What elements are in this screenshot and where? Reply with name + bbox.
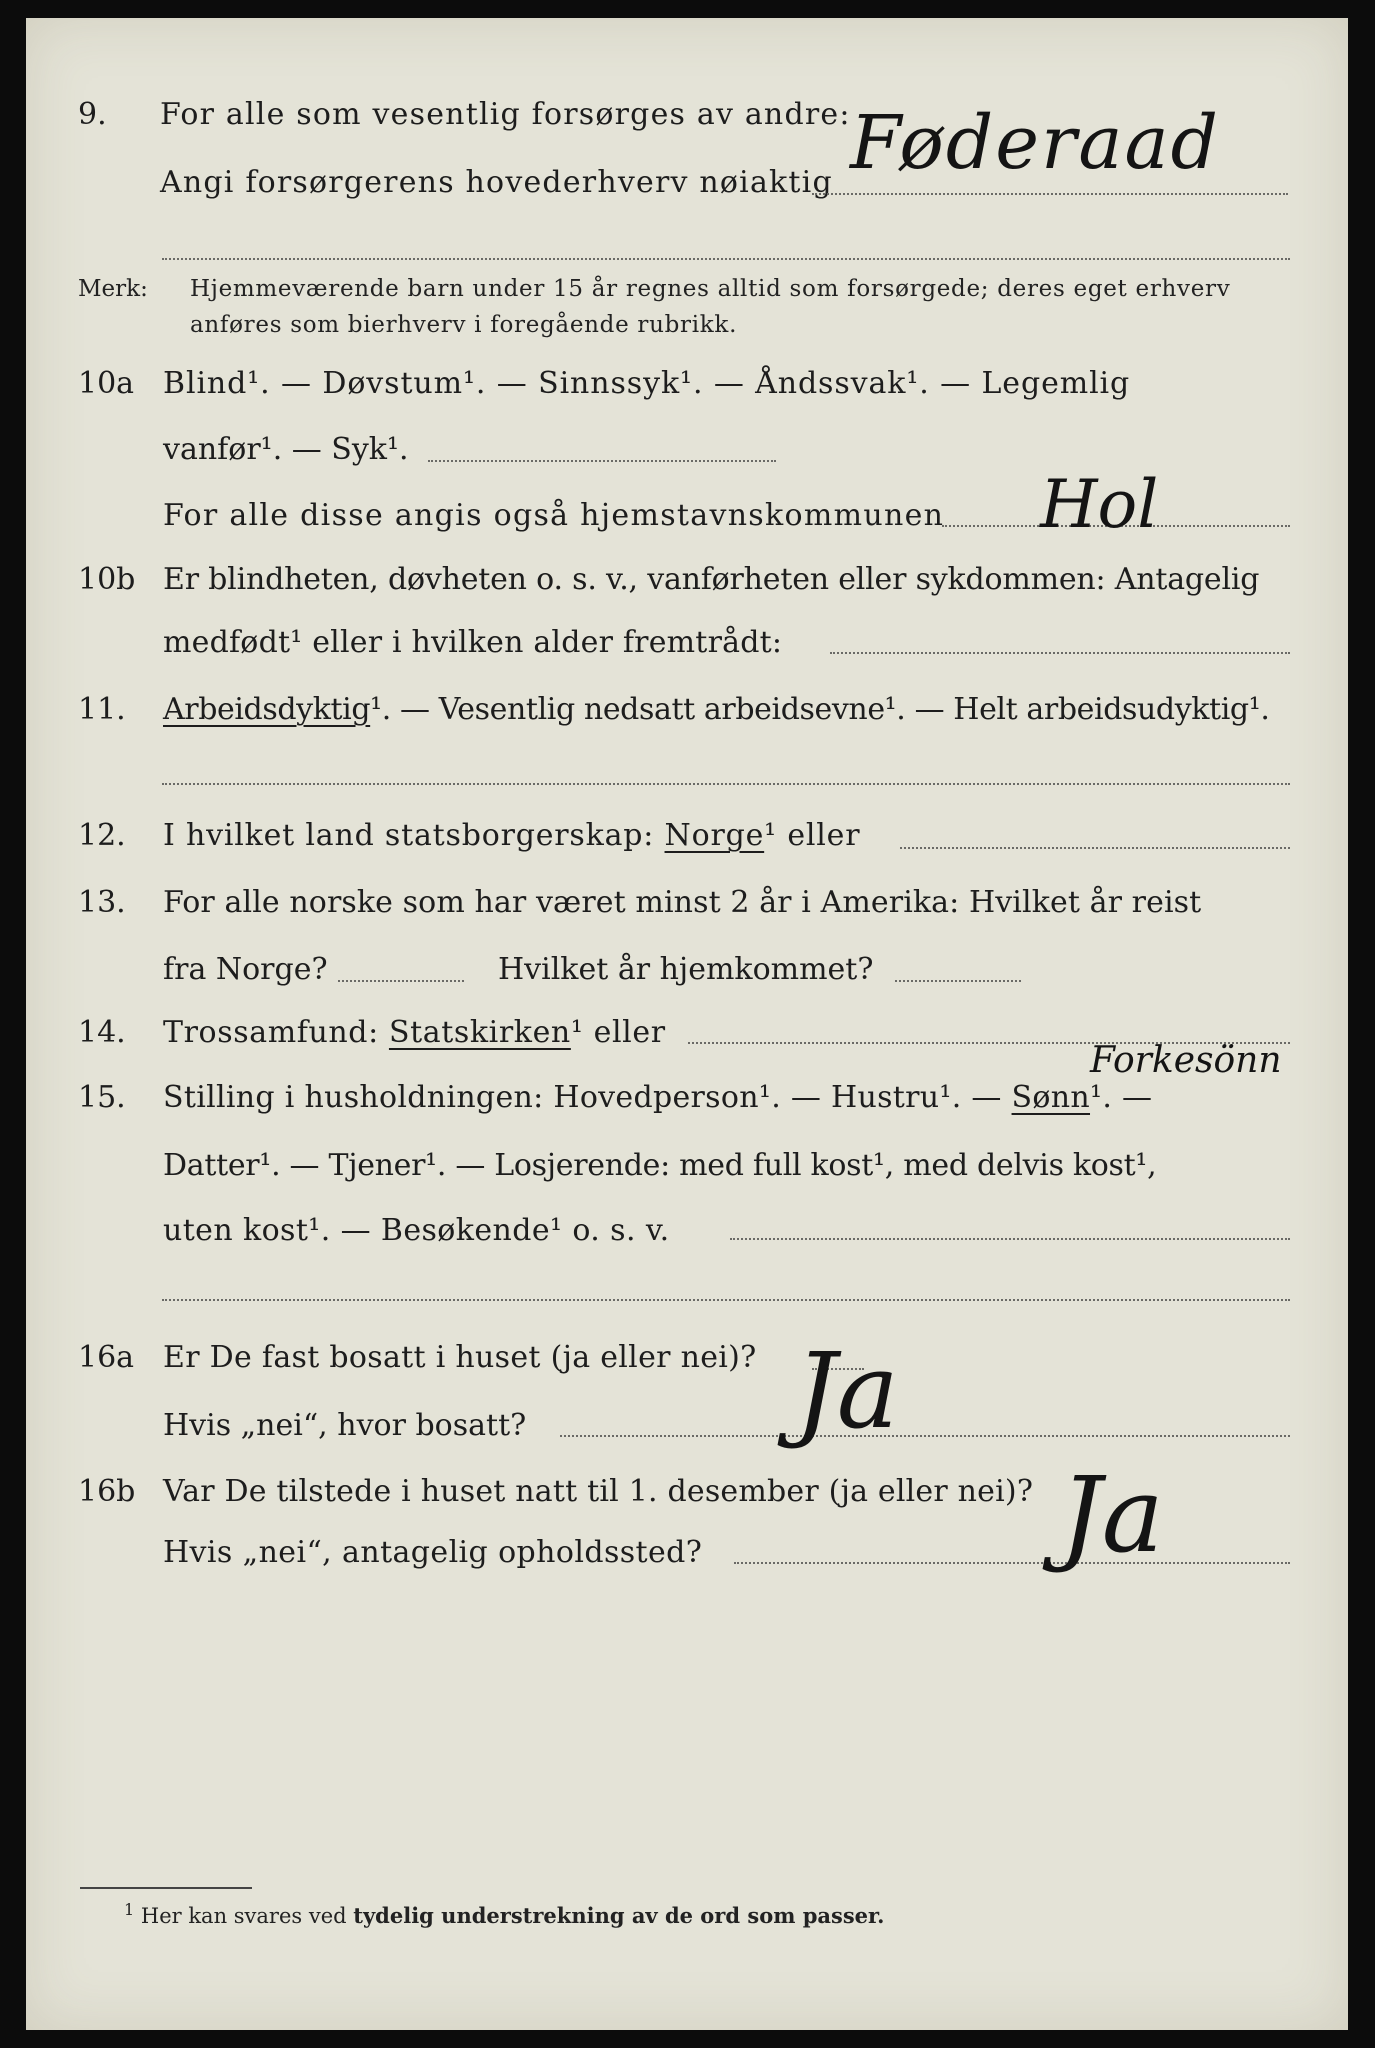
- q11-line: [0, 692, 1375, 742]
- q11-option-arbeidsdyktig: Arbeidsdyktig: [163, 692, 371, 727]
- q14-text: [163, 1015, 666, 1050]
- q15-annotation-handwriting: Forkesönn: [1090, 1040, 1282, 1081]
- merk-line2: [0, 312, 1375, 362]
- q16b-fill-line: [734, 1562, 1290, 1564]
- q13-text1: For alle norske som har været minst 2 år i Amerika: Hvilket år reist: [163, 885, 1202, 920]
- footnote-text-bold: tydelig understrekning av de ord som passer.: [353, 1903, 885, 1928]
- q10a-answer-handwriting: Hol: [1040, 466, 1159, 543]
- merk-label: Merk:: [78, 276, 148, 302]
- q15-number: 15.: [78, 1080, 126, 1115]
- q16b-number: 16b: [78, 1474, 136, 1509]
- q16b-line2: [0, 1535, 1375, 1585]
- q15-fill-line: [730, 1238, 1290, 1240]
- q12-option-norge: Norge: [664, 818, 765, 853]
- q14-pre: Trossamfund:: [163, 1015, 379, 1050]
- footnote-rule: [80, 1887, 252, 1889]
- q16a-text2: Hvis „nei“, hvor bosatt?: [163, 1408, 527, 1443]
- q15-text3: uten kost¹. — Besøkende¹ o. s. v.: [163, 1213, 670, 1248]
- q16b-line1: [0, 1474, 1375, 1524]
- q13-text2a: fra Norge?: [163, 952, 328, 987]
- q16a-number: 16a: [78, 1340, 135, 1375]
- q15-text1b: ¹. —: [1090, 1080, 1153, 1115]
- q12-pre: I hvilket land statsborgerskap:: [163, 818, 655, 853]
- q10b-fill-line: [830, 652, 1290, 654]
- q10b-text1: Er blindheten, døvheten o. s. v., vanførheten eller sykdommen: Antagelig: [163, 562, 1260, 597]
- q13-fill-line2: [895, 980, 1021, 982]
- q11-text: [163, 692, 1269, 727]
- q16a-answer-handwriting: Ja: [795, 1330, 899, 1452]
- q12-text: [163, 818, 860, 853]
- q10a-text1: Blind¹. — Døvstum¹. — Sinnssyk¹. — Åndssvak¹. — Legemlig: [163, 366, 1131, 401]
- q15-line1: [0, 1080, 1375, 1130]
- q11-number: 11.: [78, 692, 126, 727]
- q13-fill-line1: [338, 980, 464, 982]
- q13-text2b: Hvilket år hjemkommet?: [498, 952, 874, 987]
- q15-text1a: Stilling i husholdningen: Hovedperson¹. — Hustru¹. —: [163, 1080, 1002, 1115]
- q12-fill-line: [900, 847, 1290, 849]
- q10b-line1: [0, 562, 1375, 612]
- q14-post: ¹ eller: [570, 1015, 666, 1050]
- q9-text: For alle som vesentlig forsørges av andre:: [160, 97, 851, 132]
- q16a-fill-line2: [560, 1435, 1290, 1437]
- footnote-text-plain: Her kan svares ved: [140, 1904, 347, 1928]
- q16a-line1: [0, 1340, 1375, 1390]
- q10a-fill-line1: [428, 460, 776, 462]
- q16a-text1: Er De fast bosatt i huset (ja eller nei)?: [163, 1340, 757, 1375]
- q13-line1: [0, 885, 1375, 935]
- q12-line: [0, 818, 1375, 868]
- q16b-text2: Hvis „nei“, antagelig opholdssted?: [163, 1535, 703, 1570]
- merk-text2: anføres som bierhverv i foregående rubrikk.: [190, 312, 738, 338]
- q16a-line2: [0, 1408, 1375, 1458]
- q10b-number: 10b: [78, 562, 136, 597]
- q16b-answer-handwriting: Ja: [1060, 1454, 1164, 1576]
- q10a-line2: [0, 432, 1375, 482]
- q10a-line1: [0, 366, 1375, 416]
- q10a-text3: For alle disse angis også hjemstavnskommunen: [163, 498, 945, 533]
- footnote: [124, 1900, 884, 1928]
- q9-answer-handwriting: Føderaad: [850, 100, 1220, 186]
- q9-blank-rule: [162, 258, 1290, 260]
- q13-line2: [0, 952, 1375, 1002]
- q15-line2: [0, 1148, 1375, 1198]
- q9-number: 9.: [78, 97, 107, 132]
- q16b-text1: Var De tilstede i huset natt til 1. desember (ja eller nei)?: [163, 1474, 1034, 1509]
- q9-text2: Angi forsørgerens hovederhverv nøiaktig: [160, 165, 833, 200]
- q12-number: 12.: [78, 818, 126, 853]
- q10b-line2: [0, 625, 1375, 675]
- q15-text2: Datter¹. — Tjener¹. — Losjerende: med full kost¹, med delvis kost¹,: [163, 1148, 1157, 1183]
- q10b-text2: medfødt¹ eller i hvilken alder fremtrådt:: [163, 625, 783, 660]
- q15-text1: [163, 1080, 1152, 1115]
- q12-post: ¹ eller: [764, 818, 861, 853]
- q9-fill-line: [812, 193, 1288, 195]
- q15-blank-rule: [162, 1299, 1290, 1301]
- q10a-text2: vanfør¹. — Syk¹.: [163, 432, 409, 467]
- q11-rest: ¹. — Vesentlig nedsatt arbeidsevne¹. — Helt arbeidsudyktig¹.: [370, 692, 1270, 727]
- q14-number: 14.: [78, 1015, 126, 1050]
- q15-option-sonn: Sønn: [1011, 1080, 1091, 1115]
- merk-text1: Hjemmeværende barn under 15 år regnes alltid som forsørgede; deres eget erhverv: [190, 276, 1231, 302]
- q13-number: 13.: [78, 885, 126, 920]
- q11-blank-rule: [162, 783, 1290, 785]
- footnote-marker: 1: [124, 1900, 135, 1919]
- q14-option-statskirken: Statskirken: [388, 1015, 571, 1050]
- q10a-line3: [0, 498, 1375, 548]
- q10a-number: 10a: [78, 366, 135, 401]
